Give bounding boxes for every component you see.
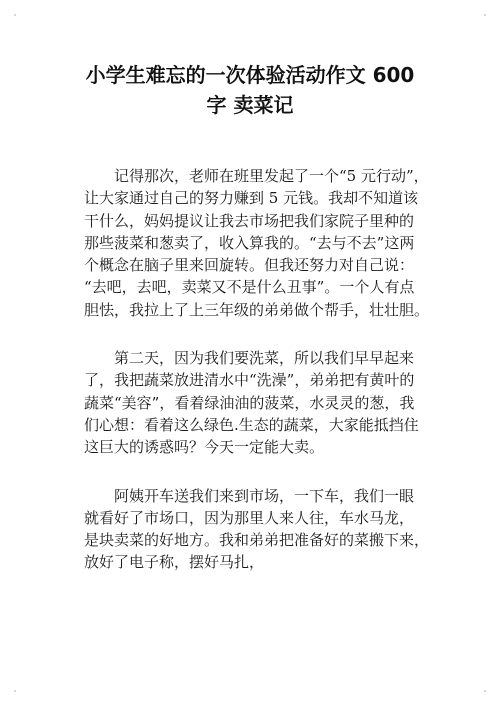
corner-mark bbox=[14, 690, 16, 692]
text-line: 记得那次，老师在班里发起了一个“5 元行动”， bbox=[84, 167, 429, 185]
corner-mark bbox=[484, 14, 486, 16]
text-line: 第二天，因为我们要洗菜，所以我们早早起来 bbox=[84, 349, 415, 368]
paragraph bbox=[84, 485, 444, 574]
corner-mark bbox=[14, 14, 16, 16]
title-line: 字 卖菜记 bbox=[206, 93, 294, 117]
text-line: 是块卖菜的好地方。我和弟弟把准备好的菜搬下来， bbox=[84, 531, 430, 550]
text-line: 让大家通过自己的努力赚到 5 元钱。我却不知道该 bbox=[84, 189, 419, 208]
document-title bbox=[40, 60, 460, 120]
text-line: 那些菠菜和葱卖了，收入算我的。“去与不去”这两 bbox=[84, 233, 415, 252]
text-line: 干什么，妈妈提议让我去市场把我们家院子里种的 bbox=[84, 211, 415, 230]
text-line: 这巨大的诱惑吗？今天一定能大卖。 bbox=[84, 438, 325, 457]
text-line: 们心想：看着这么绿色.生态的蔬菜，大家能抵挡住 bbox=[84, 415, 419, 434]
corner-mark bbox=[484, 690, 486, 692]
text-line: “去吧，去吧，卖菜又不是什么丑事”。一个人有点 bbox=[84, 278, 415, 297]
text-line: 就看好了市场口，因为那里人来人往，车水马龙， bbox=[84, 508, 415, 527]
paragraph bbox=[84, 347, 444, 458]
title-line: 小学生难忘的一次体验活动作文 600 bbox=[85, 63, 415, 87]
text-line: 阿姨开车送我们来到市场，一下车，我们一眼 bbox=[84, 486, 415, 505]
text-line: 个概念在脑子里来回旋转。但我还努力对自己说： bbox=[84, 256, 415, 275]
text-line: 胆怯，我拉上了上三年级的弟弟做个帮手，壮壮胆。 bbox=[84, 300, 430, 319]
text-line: 放好了电子称，摆好马扎， bbox=[84, 553, 265, 572]
paragraph bbox=[84, 165, 444, 321]
text-line: 蔬菜“美容”，看着绿油油的菠菜，水灵灵的葱，我 bbox=[84, 393, 415, 412]
document-body bbox=[84, 165, 444, 600]
text-line: 了，我把蔬菜放进清水中“洗澡”，弟弟把有黄叶的 bbox=[84, 371, 415, 390]
